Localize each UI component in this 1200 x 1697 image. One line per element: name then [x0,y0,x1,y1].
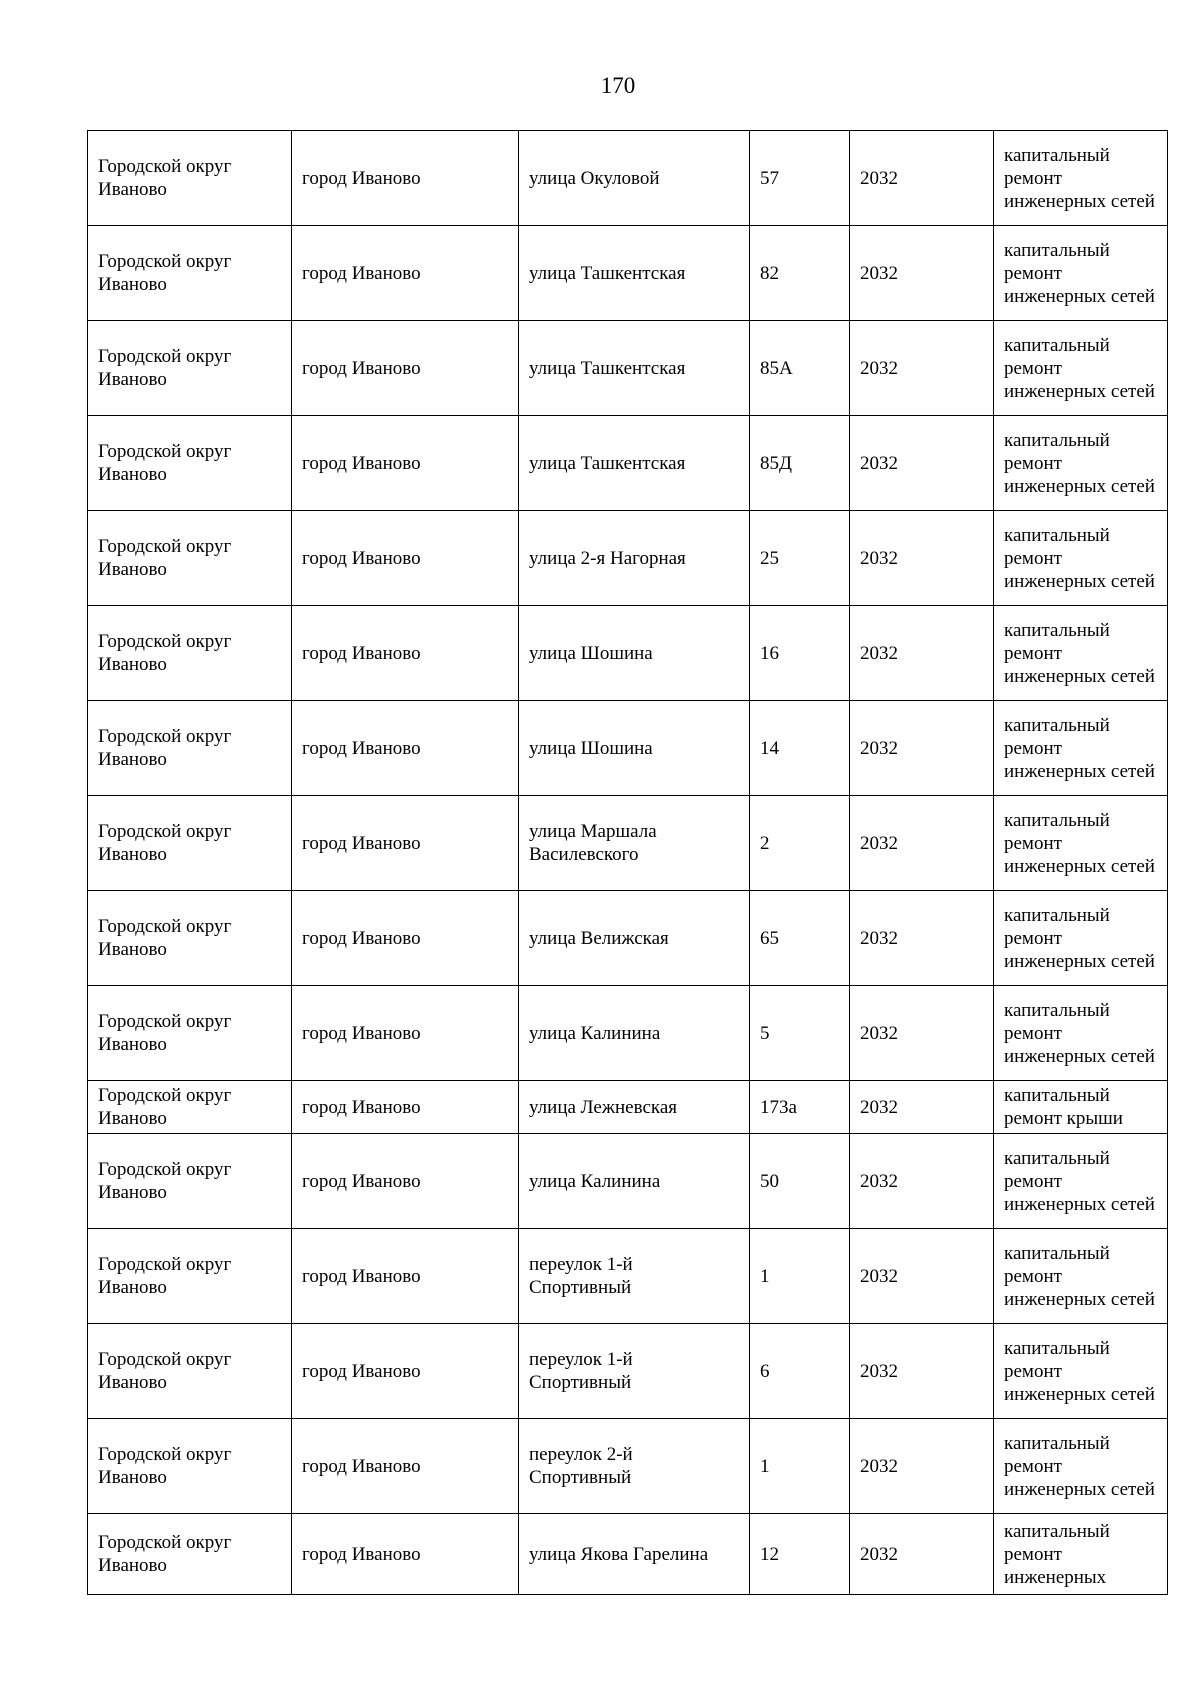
street-cell: улица Ташкентская [519,226,750,321]
table-body [88,131,1168,1595]
table-row [88,1229,1168,1324]
municipality-cell: Городской округ Иваново [88,796,292,891]
locality-cell: город Иваново [292,321,519,416]
street-cell: переулок 1-й Спортивный [519,1324,750,1419]
year-cell: 2032 [850,416,994,511]
table-row [88,1324,1168,1419]
table-row [88,226,1168,321]
street-cell: улица 2-я Нагорная [519,511,750,606]
house-number-cell: 6 [750,1324,850,1419]
work-type-cell: капитальный ремонт инженерных сетей [994,606,1168,701]
page-number: 170 [600,73,636,98]
year-cell: 2032 [850,606,994,701]
table-row [88,511,1168,606]
work-type-cell: капитальный ремонт инженерных сетей [994,226,1168,321]
year-cell: 2032 [850,1081,994,1134]
table-row [88,416,1168,511]
year-cell: 2032 [850,511,994,606]
house-number-cell: 5 [750,986,850,1081]
table-row [88,606,1168,701]
year-cell: 2032 [850,891,994,986]
locality-cell: город Иваново [292,1229,519,1324]
street-cell: улица Калинина [519,1134,750,1229]
locality-cell: город Иваново [292,1324,519,1419]
municipality-cell: Городской округ Иваново [88,701,292,796]
street-cell: улица Ташкентская [519,321,750,416]
locality-cell: город Иваново [292,986,519,1081]
year-cell: 2032 [850,226,994,321]
locality-cell: город Иваново [292,511,519,606]
municipality-cell: Городской округ Иваново [88,891,292,986]
house-number-cell: 12 [750,1514,850,1595]
work-type-cell: капитальный ремонт инженерных сетей [994,416,1168,511]
house-number-cell: 65 [750,891,850,986]
work-type-cell: капитальный ремонт инженерных сетей [994,1419,1168,1514]
municipality-cell: Городской округ Иваново [88,416,292,511]
street-cell: улица Шошина [519,606,750,701]
work-type-cell: капитальный ремонт инженерных сетей [994,1229,1168,1324]
house-number-cell: 1 [750,1419,850,1514]
municipality-cell: Городской округ Иваново [88,131,292,226]
house-number-cell: 16 [750,606,850,701]
municipality-cell: Городской округ Иваново [88,986,292,1081]
locality-cell: город Иваново [292,891,519,986]
year-cell: 2032 [850,1419,994,1514]
work-type-cell: капитальный ремонт крыши [994,1081,1168,1134]
locality-cell: город Иваново [292,416,519,511]
year-cell: 2032 [850,1514,994,1595]
work-type-cell: капитальный ремонт инженерных сетей [994,511,1168,606]
street-cell: улица Ташкентская [519,416,750,511]
year-cell: 2032 [850,986,994,1081]
locality-cell: город Иваново [292,606,519,701]
municipality-cell: Городской округ Иваново [88,226,292,321]
work-type-cell: капитальный ремонт инженерных сетей [994,1134,1168,1229]
locality-cell: город Иваново [292,796,519,891]
municipality-cell: Городской округ Иваново [88,1081,292,1134]
work-type-cell: капитальный ремонт инженерных сетей [994,986,1168,1081]
locality-cell: город Иваново [292,701,519,796]
housing-repair-table [87,130,1168,1595]
table-row [88,1134,1168,1229]
locality-cell: город Иваново [292,131,519,226]
work-type-cell: капитальный ремонт инженерных сетей [994,701,1168,796]
house-number-cell: 85Д [750,416,850,511]
street-cell: улица Маршала Василевского [519,796,750,891]
municipality-cell: Городской округ Иваново [88,1229,292,1324]
municipality-cell: Городской округ Иваново [88,1324,292,1419]
street-cell: переулок 2-й Спортивный [519,1419,750,1514]
house-number-cell: 25 [750,511,850,606]
table-row [88,1514,1168,1595]
municipality-cell: Городской округ Иваново [88,511,292,606]
work-type-cell: капитальный ремонт инженерных [994,1514,1168,1595]
locality-cell: город Иваново [292,1419,519,1514]
year-cell: 2032 [850,131,994,226]
year-cell: 2032 [850,321,994,416]
work-type-cell: капитальный ремонт инженерных сетей [994,796,1168,891]
work-type-cell: капитальный ремонт инженерных сетей [994,891,1168,986]
street-cell: улица Якова Гарелина [519,1514,750,1595]
street-cell: улица Калинина [519,986,750,1081]
work-type-cell: капитальный ремонт инженерных сетей [994,131,1168,226]
street-cell: улица Окуловой [519,131,750,226]
table-row [88,131,1168,226]
house-number-cell: 1 [750,1229,850,1324]
house-number-cell: 2 [750,796,850,891]
municipality-cell: Городской округ Иваново [88,606,292,701]
locality-cell: город Иваново [292,226,519,321]
table-row [88,321,1168,416]
house-number-cell: 173а [750,1081,850,1134]
municipality-cell: Городской округ Иваново [88,1134,292,1229]
house-number-cell: 82 [750,226,850,321]
street-cell: переулок 1-й Спортивный [519,1229,750,1324]
locality-cell: город Иваново [292,1081,519,1134]
year-cell: 2032 [850,1324,994,1419]
municipality-cell: Городской округ Иваново [88,321,292,416]
table-row [88,1081,1168,1134]
work-type-cell: капитальный ремонт инженерных сетей [994,1324,1168,1419]
house-number-cell: 57 [750,131,850,226]
table-row [88,1419,1168,1514]
street-cell: улица Велижская [519,891,750,986]
table-row [88,701,1168,796]
house-number-cell: 50 [750,1134,850,1229]
year-cell: 2032 [850,701,994,796]
locality-cell: город Иваново [292,1514,519,1595]
table-row [88,796,1168,891]
year-cell: 2032 [850,1229,994,1324]
municipality-cell: Городской округ Иваново [88,1419,292,1514]
table-row [88,891,1168,986]
street-cell: улица Шошина [519,701,750,796]
work-type-cell: капитальный ремонт инженерных сетей [994,321,1168,416]
locality-cell: город Иваново [292,1134,519,1229]
municipality-cell: Городской округ Иваново [88,1514,292,1595]
house-number-cell: 14 [750,701,850,796]
year-cell: 2032 [850,796,994,891]
house-number-cell: 85А [750,321,850,416]
street-cell: улица Лежневская [519,1081,750,1134]
year-cell: 2032 [850,1134,994,1229]
table-row [88,986,1168,1081]
